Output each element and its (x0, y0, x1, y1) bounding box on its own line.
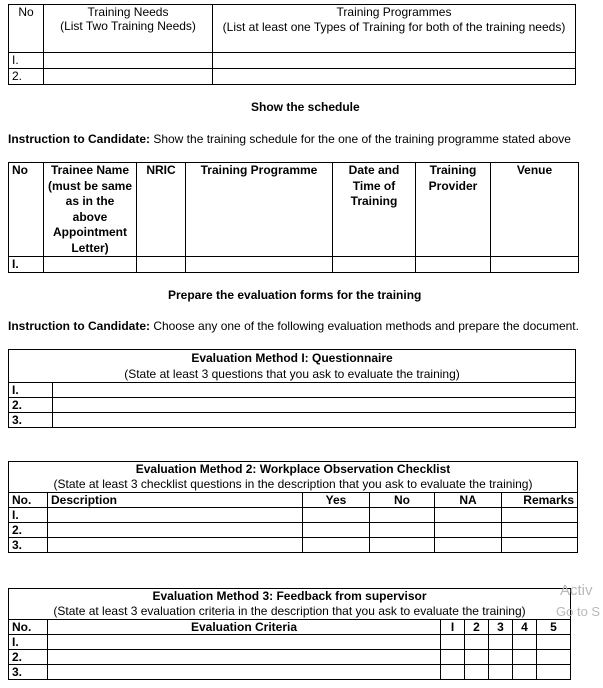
nric-cell[interactable] (137, 257, 186, 273)
row-number: 2. (9, 650, 48, 665)
criteria-cell[interactable] (48, 635, 441, 650)
rating-cell[interactable] (441, 665, 465, 680)
na-cell[interactable] (435, 523, 502, 538)
rating-cell[interactable] (489, 665, 513, 680)
questionnaire-table (8, 349, 576, 428)
training-provider-cell[interactable] (416, 257, 491, 273)
header-trainee-name: Trainee Name (must be same as in the above Appointment Letter) (44, 163, 137, 257)
rating-cell[interactable] (513, 650, 537, 665)
header-venue: Venue (491, 163, 579, 257)
observation-checklist-table (8, 461, 578, 553)
header-training-programme: Training Programme (186, 163, 333, 257)
row-number: 2. (9, 398, 53, 413)
method1-title: Evaluation Method I: Questionnaire (191, 351, 393, 365)
row-number: I. (9, 508, 48, 523)
header-remarks: Remarks (502, 493, 578, 508)
rating-cell[interactable] (513, 665, 537, 680)
row-number: 3. (9, 538, 48, 553)
yes-cell[interactable] (303, 523, 370, 538)
date-time-cell[interactable] (333, 257, 416, 273)
header-rating-2: 2 (465, 620, 489, 635)
row-number: I. (9, 53, 44, 69)
feedback-header (9, 589, 571, 620)
header-yes: Yes (303, 493, 370, 508)
instruction-label: Instruction to Candidate: (8, 132, 150, 146)
rating-cell[interactable] (537, 635, 571, 650)
row-number: 3. (9, 413, 53, 428)
evaluation-heading: Prepare the evaluation forms for the training (168, 288, 422, 302)
rating-cell[interactable] (537, 650, 571, 665)
header-no-col: No (370, 493, 435, 508)
method2-subtitle: (State at least 3 checklist questions in the description that you ask to evaluate the training) (53, 477, 533, 491)
criteria-cell[interactable] (48, 650, 441, 665)
question-cell[interactable] (53, 413, 576, 428)
rating-cell[interactable] (537, 665, 571, 680)
header-evaluation-criteria: Evaluation Criteria (48, 620, 441, 635)
watermark-line1: Activ (560, 582, 593, 599)
remarks-cell[interactable] (502, 538, 578, 553)
rating-cell[interactable] (465, 665, 489, 680)
rating-cell[interactable] (441, 635, 465, 650)
criteria-cell[interactable] (48, 665, 441, 680)
training-programme-cell[interactable] (186, 257, 333, 273)
no-cell[interactable] (370, 508, 435, 523)
schedule-table (8, 162, 579, 273)
rating-cell[interactable] (465, 635, 489, 650)
yes-cell[interactable] (303, 508, 370, 523)
header-description: Description (48, 493, 303, 508)
na-cell[interactable] (435, 538, 502, 553)
yes-cell[interactable] (303, 538, 370, 553)
header-training-programmes: Training Programmes (List at least one Types of Training for both of the training needs) (213, 5, 576, 53)
header-rating-1: I (441, 620, 465, 635)
remarks-cell[interactable] (502, 508, 578, 523)
training-programme-cell[interactable] (213, 69, 576, 85)
row-number: I. (9, 635, 48, 650)
header-no: No. (9, 620, 48, 635)
venue-cell[interactable] (491, 257, 579, 273)
instruction-schedule (8, 132, 571, 146)
rating-cell[interactable] (465, 650, 489, 665)
no-cell[interactable] (370, 538, 435, 553)
rating-cell[interactable] (513, 635, 537, 650)
no-cell[interactable] (370, 523, 435, 538)
header-nric: NRIC (137, 163, 186, 257)
header-no: No. (9, 493, 48, 508)
header-no: No (9, 163, 44, 257)
training-needs-table (8, 4, 576, 85)
training-need-cell[interactable] (44, 53, 213, 69)
training-programme-cell[interactable] (213, 53, 576, 69)
instruction-text: Show the training schedule for the one of the training programme stated above (150, 132, 571, 146)
description-cell[interactable] (48, 523, 303, 538)
question-cell[interactable] (53, 398, 576, 413)
rating-cell[interactable] (441, 650, 465, 665)
row-number: I. (9, 383, 53, 398)
supervisor-feedback-table (8, 588, 571, 680)
na-cell[interactable] (435, 508, 502, 523)
header-rating-4: 4 (513, 620, 537, 635)
row-number: 3. (9, 665, 48, 680)
header-rating-3: 3 (489, 620, 513, 635)
header-training-needs: Training Needs (List Two Training Needs) (44, 5, 213, 53)
header-training-provider: Training Provider (416, 163, 491, 257)
method2-title: Evaluation Method 2: Workplace Observation Checklist (135, 462, 451, 476)
description-cell[interactable] (48, 538, 303, 553)
checklist-header (9, 462, 578, 493)
training-need-cell[interactable] (44, 69, 213, 85)
header-rating-5: 5 (537, 620, 571, 635)
questionnaire-header (9, 350, 576, 383)
schedule-heading: Show the schedule (251, 100, 360, 114)
method3-subtitle: (State at least 3 evaluation criteria in the description that you ask to evaluate the training) (53, 604, 526, 618)
method1-subtitle: (State at least 3 questions that you ask to evaluate the training) (124, 367, 460, 381)
description-cell[interactable] (48, 508, 303, 523)
header-date-time: Date and Time of Training (333, 163, 416, 257)
row-number: 2. (9, 523, 48, 538)
instruction-text: Choose any one of the following evaluation methods and prepare the document. (150, 319, 579, 333)
rating-cell[interactable] (489, 650, 513, 665)
row-number: I. (9, 257, 44, 273)
instruction-label: Instruction to Candidate: (8, 319, 150, 333)
header-no: No (9, 5, 44, 53)
method3-title: Evaluation Method 3: Feedback from supervisor (152, 589, 427, 603)
question-cell[interactable] (53, 383, 576, 398)
trainee-name-cell[interactable] (44, 257, 137, 273)
row-number: 2. (9, 69, 44, 85)
watermark-line2: Go to S (556, 604, 601, 619)
header-na: NA (435, 493, 502, 508)
instruction-evaluation (8, 319, 579, 333)
remarks-cell[interactable] (502, 523, 578, 538)
rating-cell[interactable] (489, 635, 513, 650)
